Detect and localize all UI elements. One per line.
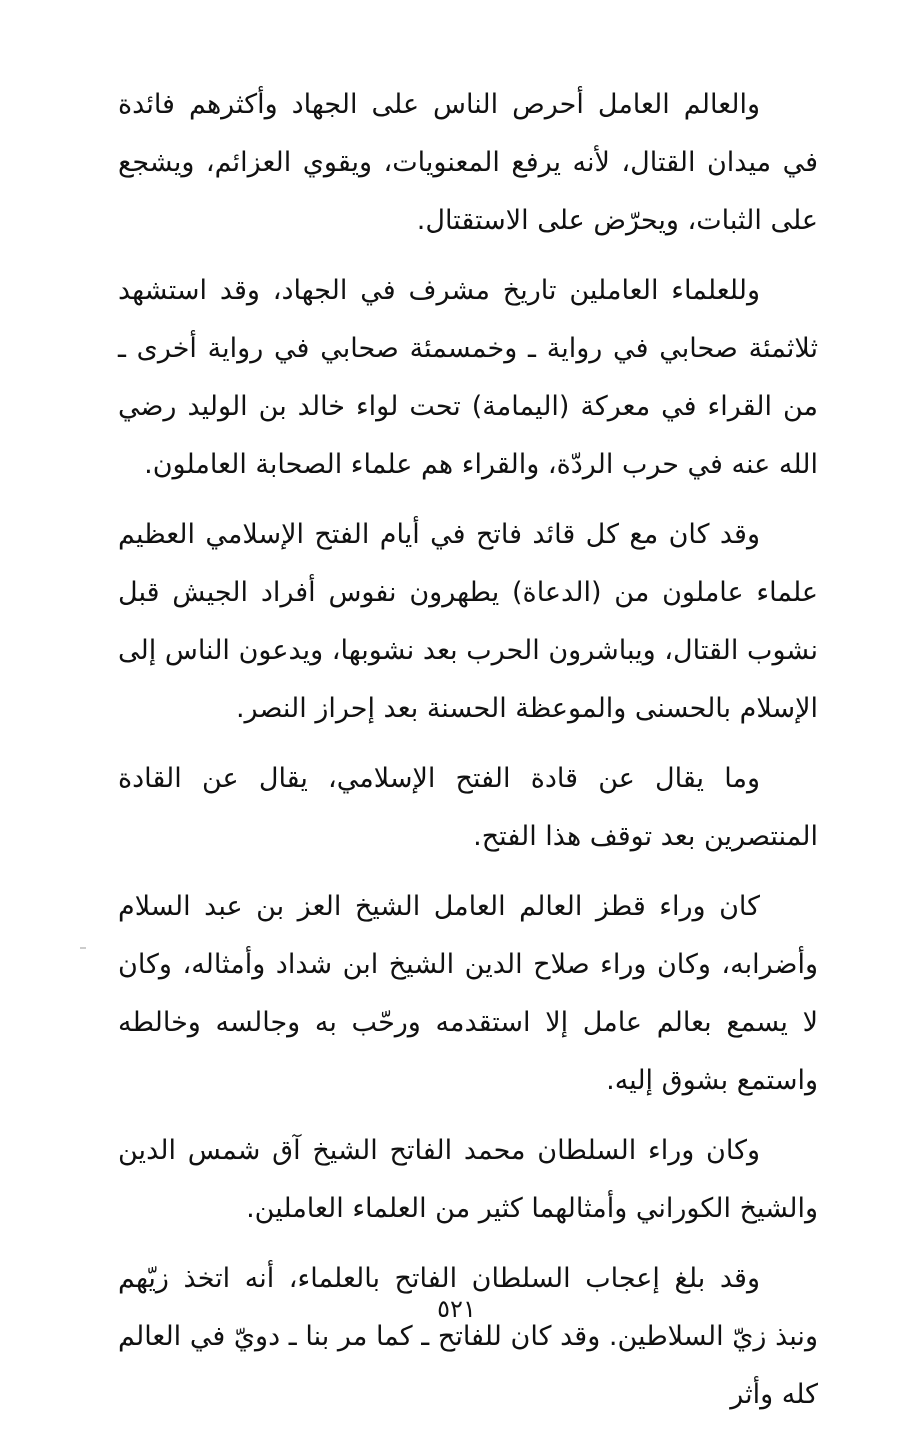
page-number: ٥٢١ (437, 1295, 476, 1323)
paragraph-2: وللعلماء العاملين تاريخ مشرف في الجهاد، وقد استشهد ثلاثمئة صحابي في رواية ـ وخمسمئة صحابي في رواية أخرى ـ من القراء في معركة (اليمامة) تحت لواء خالد بن الوليد رضي الله عنه في حرب الردّة، والقراء هم علماء الصحابة العاملون. (118, 275, 818, 480)
paragraph-3: وقد كان مع كل قائد فاتح في أيام الفتح الإسلامي العظيم علماء عاملون من (الدعاة) يطهرون نفوس أفراد الجيش قبل نشوب القتال، ويباشرون الحرب بعد نشوبها، ويدعون الناس إلى الإسلام بالحسنى والموعظة الحسنة بعد إحراز النصر. (118, 519, 818, 724)
paragraph-6: وكان وراء السلطان محمد الفاتح الشيخ آق شمس الدين والشيخ الكوراني وأمثالهما كثير من العلماء العاملين. (118, 1135, 818, 1224)
paragraph-7: وقد بلغ إعجاب السلطان الفاتح بالعلماء، أنه اتخذ زيّهم ونبذ زيّ السلاطين. وقد كان للفاتح ـ كما مر بنا ـ دويّ في العالم كله وأثر (118, 1263, 818, 1410)
paragraph-5: كان وراء قطز العالم العامل الشيخ العز بن عبد السلام وأضرابه، وكان وراء صلاح الدين الشيخ ابن شداد وأمثاله، وكان لا يسمع بعالم عامل إلا استقدمه ورحّب به وجالسه وخالطه واستمع بشوق إليه. (118, 891, 818, 1096)
paragraph-4: وما يقال عن قادة الفتح الإسلامي، يقال عن القادة المنتصرين بعد توقف هذا الفتح. (118, 763, 818, 852)
scan-speck (80, 947, 86, 949)
paragraph-1: والعالم العامل أحرص الناس على الجهاد وأكثرهم فائدة في ميدان القتال، لأنه يرفع المعنويات، ويقوي العزائم، ويشجع على الثبات، ويحرّض على الاستقتال. (118, 89, 818, 236)
body-text (118, 76, 818, 1436)
